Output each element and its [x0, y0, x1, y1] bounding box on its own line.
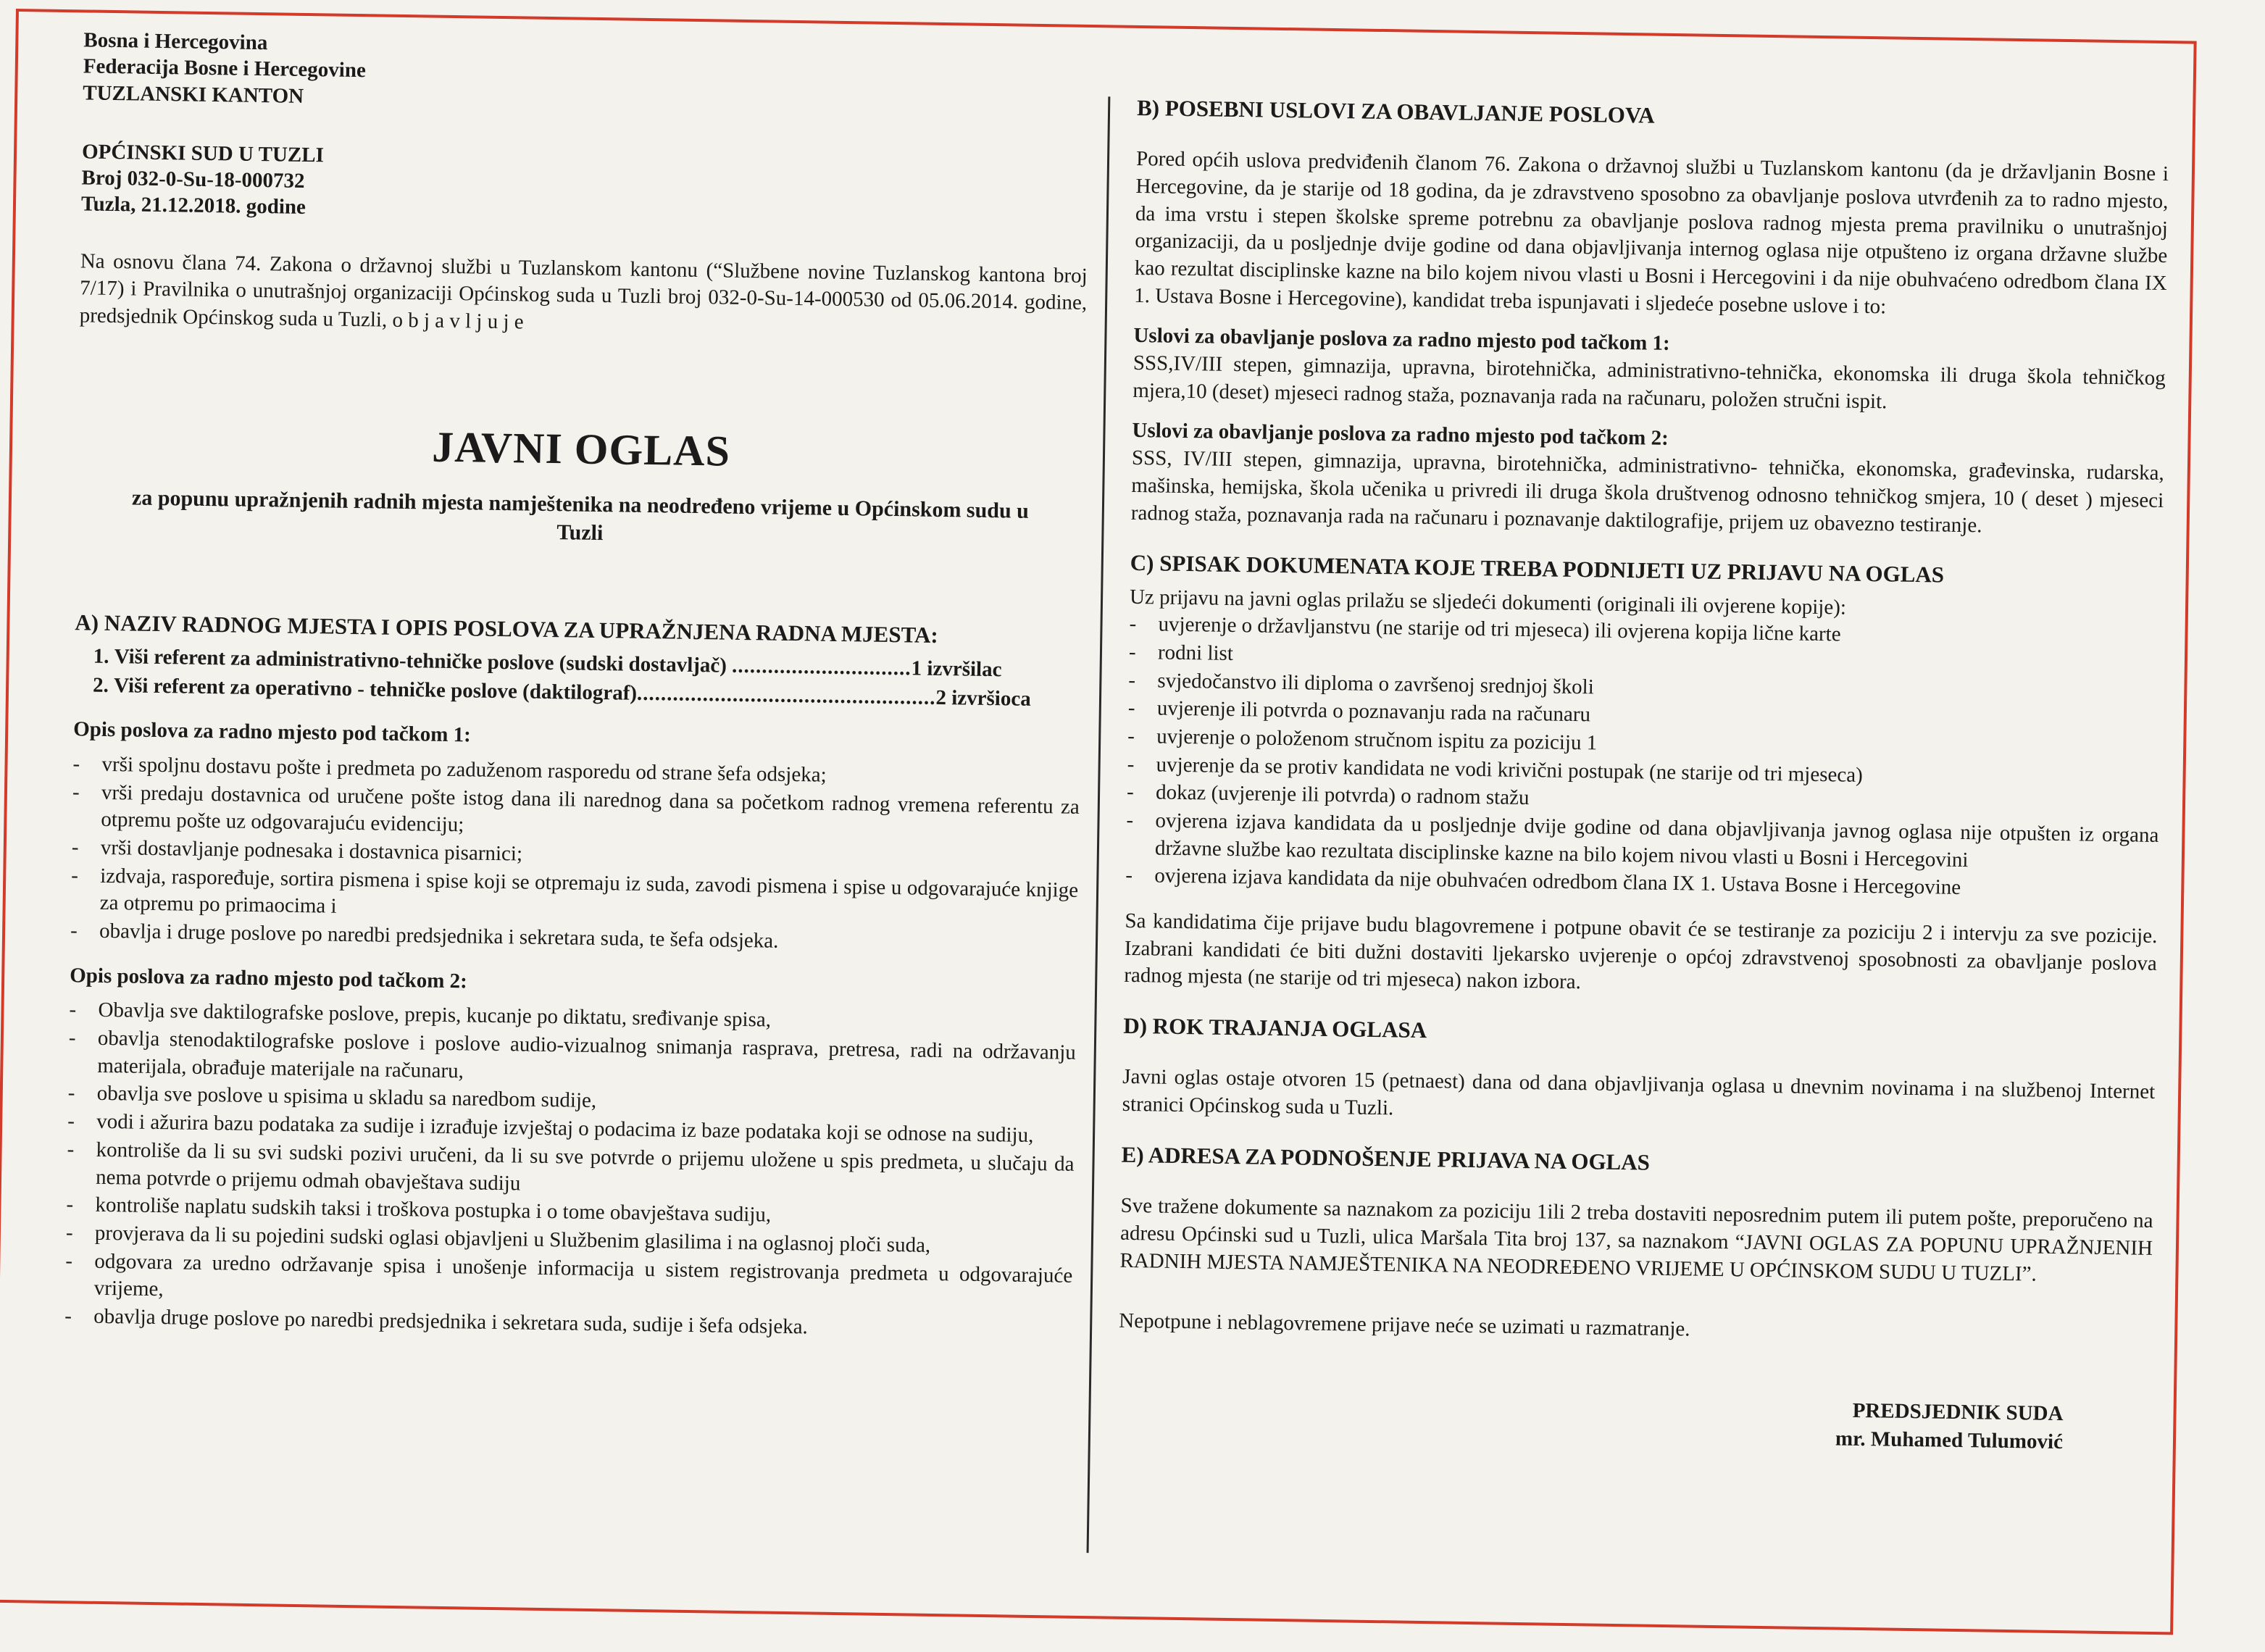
header-block	[81, 27, 1091, 232]
positions-list	[74, 643, 1082, 714]
list-item: - svjedočanstvo ili diploma o završenoj srednjoj školi	[1157, 667, 2161, 709]
list-item: - ovjerena izjava kandidata da nije obuhvaćen odredbom člana IX 1. Ustava Bosne i Hercegovine	[1154, 863, 2158, 905]
list-item: - obavlja druge poslove po naredbi predsjednika i sekretara suda, sudije i šefa odsjeka.	[93, 1303, 1072, 1346]
documents-list	[1125, 611, 2162, 905]
position-leader: ..................................................	[636, 681, 936, 709]
signature-name: mr. Muhamed Tulumović	[1835, 1427, 2064, 1454]
duties-2-list	[64, 997, 1077, 1346]
intro-paragraph: Na osnovu člana 74. Zakona o državnoj službi u Tuzlanskom kantonu (“Službene novine Tuzlanskog kantona broj 7/17) i Pravilnika o unutrašnjoj organizaciji Općinskog suda u Tuzli broj 032-0-Su-14-000530 od 05.06.2014. godine, predsjednik Općinskog suda u Tuzli, o b j a v l j u j e	[79, 249, 1088, 334]
position-count: 2 izvršioca	[935, 685, 1031, 711]
header-federation: Federacija Bosne i Hercegovine	[83, 54, 367, 83]
list-item: - ovjerena izjava kandidata da u posljednje dvije godine od dana objavljivanja javnog oglasa nije otpušten iz organa državne službe kao rezultata disciplinske kazne na bilo kojem nivou vlasti u Bosni i Hercegovini	[1155, 807, 2159, 877]
page-subtitle: za popunu upražnjenih radnih mjesta namještenika na neodređeno vrijeme u Općinskom sudu u Tuzli	[131, 485, 1030, 545]
duties-1-list	[70, 751, 1080, 959]
section-e-body: Sve tražene dokumente sa naznakom za poziciju 1ili 2 treba dostaviti neposrednim putem ili putem pošte, preporučeno na adresu Općinski sud u Tuzli, ulica Maršala Tita broj 137, sa naznakom “JAVNI OGLAS ZA POPUNU UPRAŽNJENIH RADNIH MJESTA NAMJEŠTENIKA NA NEODREĐENO VRIJEME U OPĆINSKOM SUDU U TUZLI”.	[1119, 1193, 2153, 1286]
section-e-closing: Nepotpune i neblagovremene prijave neće se uzimati u razmatranje.	[1119, 1309, 1690, 1341]
position-title: Viši referent za administrativno-tehničke poslove (sudski dostavljač)	[114, 644, 727, 677]
section-d-body: Javni oglas ostaje otvoren 15 (petnaest) dana od dana objavljivanja oglasa u dnevnim novinama i na službenoj Internet stranici Općinskog suda u Tuzli.	[1122, 1065, 2156, 1120]
list-item: - uvjerenje ili potvrda o poznavanju rada na računaru	[1157, 696, 2161, 738]
signature-role: PREDSJEDNIK SUDA	[1852, 1398, 2064, 1426]
list-item: - vrši predaju dostavnica od uručene pošte istog dana ili narednog dana sa početkom radnog vremena referentu za otpremu pošte uz odgovarajuću evidenciju;	[101, 779, 1080, 848]
position-title: Viši referent za operativno - tehničke poslove (daktilograf)	[113, 673, 638, 705]
right-column	[1092, 28, 2193, 1458]
header-court: OPĆINSKI SUD U TUZLI	[81, 140, 325, 167]
section-e-heading: E) ADRESA ZA PODNOŠENJE PRIJAVA NA OGLAS	[1121, 1141, 1651, 1175]
section-a-heading: A) NAZIV RADNOG MJESTA I OPIS POSLOVA ZA UPRAŽNJENA RADNA MJESTA:	[75, 609, 938, 648]
conditions-2-body: SSS, IV/III stepen, gimnazija, upravna, birotehnička, administrativno- tehnička, ekonomska, građevinska, rudarska, mašinska, hemijska, škola učenika u privredi ili druga škola društvenog odnosno tehničkog smjera, 10 ( deset ) mjeseci radnog staža, poznavanja rada na računaru i poznavanje daktilografije, prijem uz obavezno testiranje.	[1130, 446, 2165, 537]
section-b-body: Pored općih uslova predviđenih članom 76. Zakona o državnoj službi u Tuzlanskom kantonu (da je državljanin Bosne i Hercegovine, da je starije od 18 godina, da je zdravstveno sposobno za obavljanje poslova utvrđenih za to radno mjesto, da ima vrstu i stepen školske spreme potrebnu za obavljanje poslova radnog mjesta prema pravilniku o unutrašnjoj organizaciji, da u posljednje dvije godine od dana objavljivanja internog oglasa nije otpušteno iz organa državne službe kao rezultat disciplinske kazne na bilo kojem nivou vlasti u Bosni i Hercegovini i da nije obuhvaćeno odredbom člana IX 1. Ustava Bosne i Hercegovine), kandidat treba ispunjavati i sljedeće posebne uslove i to:	[1134, 147, 2169, 319]
ad-frame	[0, 9, 2197, 1635]
header-country: Bosna i Hercegovina	[83, 28, 268, 55]
list-item: - uvjerenje o položenom stručnom ispitu za poziciju 1	[1156, 723, 2160, 765]
left-column	[0, 12, 1106, 1346]
list-item: - kontroliše da li su svi sudski pozivi uručeni, da li su sve potvrde o prijemu uložene u spis predmeta, u slučaju da nema potvrde o prijemu odmah obavještava sudiju	[96, 1137, 1075, 1206]
header-date: Tuzla, 21.12.2018. godine	[80, 192, 306, 220]
list-item: - dokaz (uvjerenje ili potvrda) o radnom stažu	[1156, 780, 2159, 822]
section-c-heading: C) SPISAK DOKUMENATA KOJE TREBA PODNIJETI UZ PRIJAVU NA OGLAS	[1130, 550, 1945, 588]
list-item: - obavlja stenodaktilografske poslove i poslove audio-vizualnog snimanja rasprava, pretresa, radi na održavanju materijala, obrađuje materijale na računaru,	[97, 1025, 1076, 1094]
list-item: - kontroliše naplatu sudskih taksi i troškova postupka i o tome obavještava sudiju,	[95, 1192, 1073, 1234]
list-item: - vrši dostavljanje podnesaka i dostavnica pisarnici;	[101, 835, 1079, 877]
position-count: 1 izvršilac	[911, 656, 1002, 682]
list-item: - obavlja i druge poslove po naredbi predsjednika i sekretara suda, te šefa odsjeka.	[99, 918, 1077, 960]
section-c-intro: Uz prijavu na javni oglas prilažu se sljedeći dokumenti (originali ili ovjerene kopije):	[1129, 585, 1847, 620]
section-c-note: Sa kandidatima čije prijave budu blagovremene i potpune obavit će se testiranje za poziciju 2 i intervju za sve pozicije. Izabrani kandidati će biti dužni dostaviti ljekarsko uvjerenje o općoj zdravstvenoj sposobnosti za obavljanje poslova radnog mjesta (ne starije od tri mjeseca) nakon izbora.	[1124, 909, 2158, 994]
section-d-heading: D) ROK TRAJANJA OGLASA	[1123, 1012, 1427, 1043]
list-item: - odgovara za uredno održavanje spisa i unošenje informacija u sistem registrovanja predmeta u odgovarajuće vrijeme,	[94, 1248, 1073, 1317]
list-item: - vodi i ažurira bazu podataka za sudije i izrađuje izvještaj o podacima iz baze podataka koji se odnose na sudiju,	[96, 1109, 1075, 1151]
section-b-heading: B) POSEBNI USLOVI ZA OBAVLJANJE POSLOVA	[1136, 94, 1655, 128]
conditions-1-heading: Uslovi za obavljanje poslova za radno mjesto pod tačkom 1:	[1133, 324, 1670, 356]
conditions-1-body: SSS,IV/III stepen, gimnazija, upravna, birotehnička, administrativno-tehnička, ekonomska ili druga škola tehničkog mjera,10 (deset) mjeseci radnog staža, poznavanja rada na računaru, položen stručni ispit.	[1132, 351, 2166, 414]
list-item: - uvjerenje o državljanstvu (ne starije od tri mjeseca) ili ovjerena kopija lične karte	[1158, 612, 2161, 654]
conditions-2-heading: Uslovi za obavljanje poslova za radno mjesto pod tačkom 2:	[1132, 419, 1669, 451]
list-item: - provjerava da li su pojedini sudski oglasi objavljeni u Službenim glasilima i na oglasnoj ploči suda,	[95, 1220, 1073, 1262]
list-item: - izdvaja, raspoređuje, sortira pismena i spise koji se otpremaju iz suda, zavodi pismena i spise u odgovarajuće knjige za otpremu po primaocima i	[99, 863, 1078, 932]
duties-2-heading: Opis poslova za radno mjesto pod tačkom 2:	[69, 963, 468, 993]
list-item: - uvjerenje da se protiv kandidata ne vodi krivični postupak (ne starije od tri mjeseca)	[1156, 751, 2159, 793]
list-item: - vrši spoljnu dostavu pošte i predmeta po zaduženom rasporedu od strane šefa odsjeka;	[101, 751, 1080, 793]
position-leader: ..............................	[731, 654, 912, 680]
header-canton: TUZLANSKI KANTON	[83, 80, 304, 108]
header-number: Broj 032-0-Su-18-000732	[81, 166, 305, 193]
page-title: JAVNI OGLAS	[431, 422, 731, 475]
signature-block	[1117, 1386, 2151, 1458]
duties-1-heading: Opis poslova za radno mjesto pod tačkom 1:	[73, 717, 472, 747]
list-item: - Obavlja sve daktilografske poslove, prepis, kucanje po diktatu, sređivanje spisa,	[98, 997, 1076, 1039]
list-item: - rodni list	[1158, 639, 2161, 681]
list-item: - obavlja sve poslove u spisima u skladu sa naredbom sudije,	[97, 1080, 1075, 1122]
